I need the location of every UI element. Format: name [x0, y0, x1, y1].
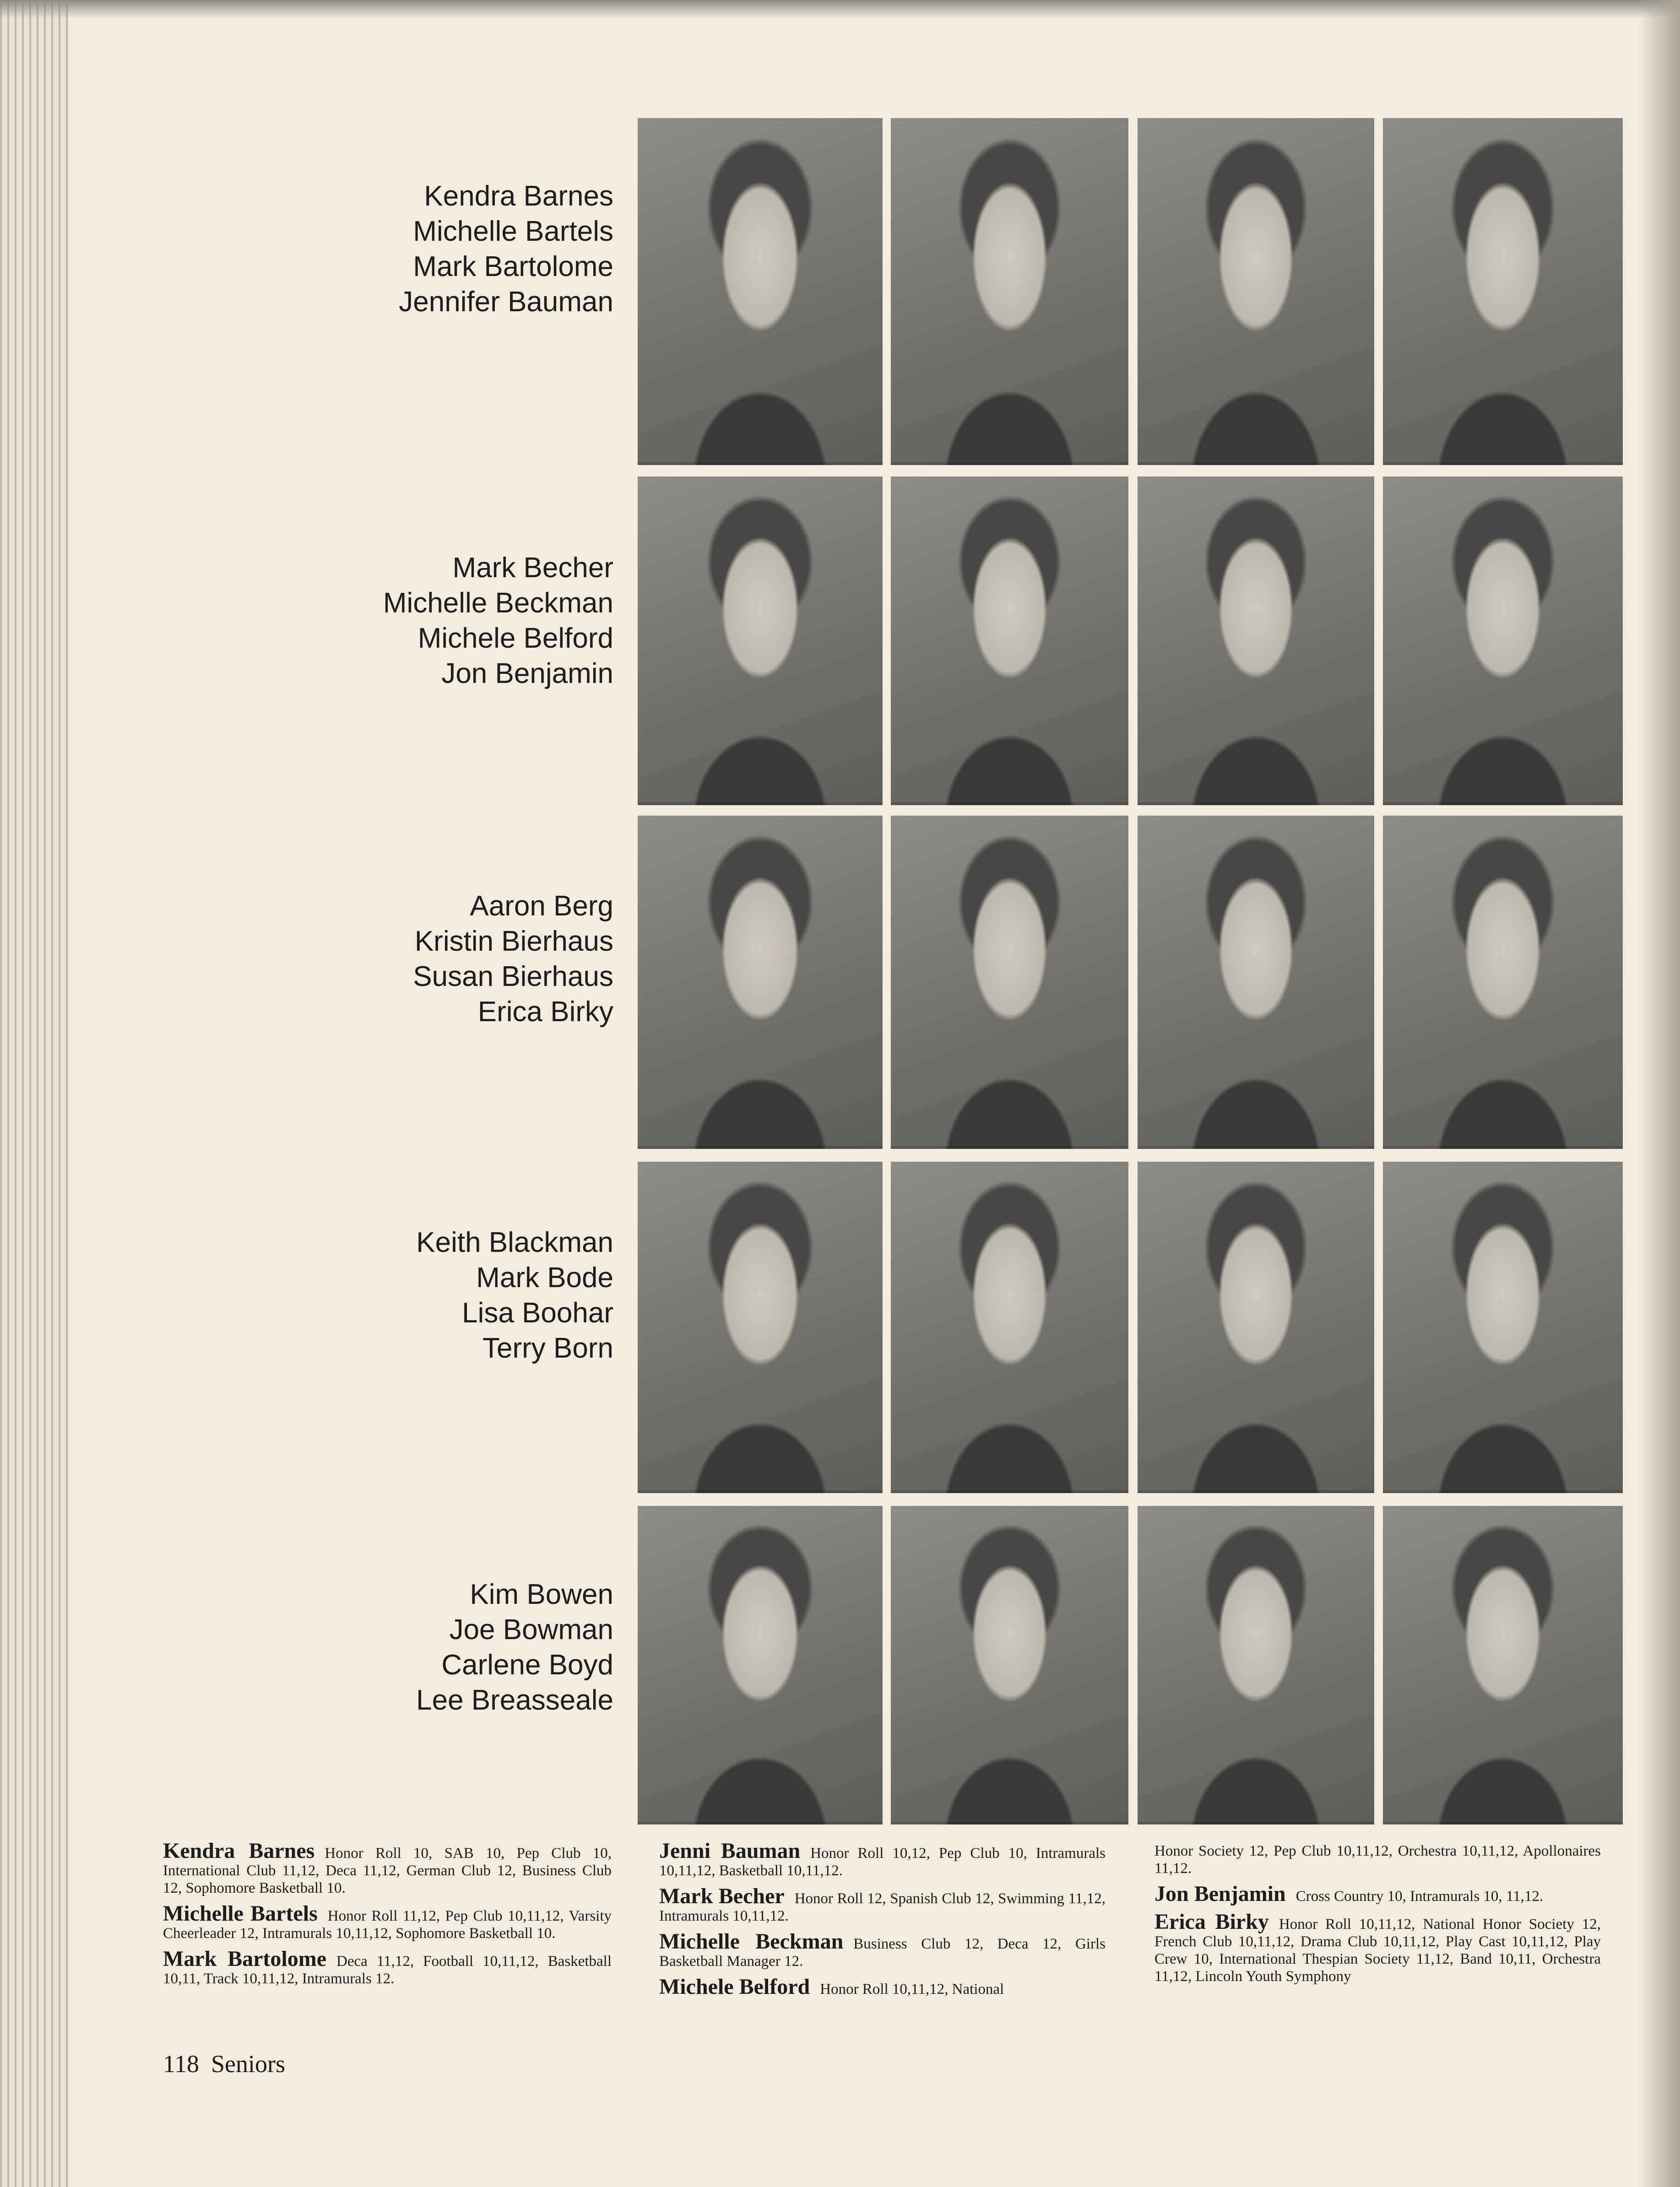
gutter-shadow — [1639, 0, 1680, 2187]
student-name: Kristin Bierhaus — [414, 926, 613, 957]
student-name: Lisa Boohar — [462, 1297, 613, 1329]
bio-name: Michelle Beckman — [659, 1929, 844, 1954]
bio-column-1 — [163, 1839, 612, 1996]
student-name: Keith Blackman — [416, 1227, 613, 1258]
bio-column-2 — [659, 1839, 1106, 2006]
bio-text: Honor Society 12, Pep Club 10,11,12, Orchestra 10,11,12, Apollonaires 11,12. — [1154, 1843, 1601, 1877]
bio-name: Kendra Barnes — [163, 1839, 315, 1863]
portrait-photo — [1138, 118, 1374, 465]
name-list-row-5 — [201, 1577, 613, 1718]
portrait-photo — [891, 118, 1128, 465]
student-name: Kim Bowen — [470, 1579, 613, 1610]
portrait-photo — [1383, 476, 1623, 805]
bio-name: Jenni Bauman — [659, 1839, 801, 1863]
bio-entry — [659, 1929, 1106, 1970]
bio-name: Erica Birky — [1154, 1910, 1269, 1934]
student-name: Mark Becher — [452, 552, 613, 584]
name-list-row-4 — [201, 1225, 613, 1366]
portrait-photo — [638, 118, 883, 465]
bio-text: Honor Roll 10, SAB 10, Pep Club 10, International Club 11,12, Deca 11,12, German Club 12, Business Club 12, Sophomore Basketball 10. — [163, 1845, 612, 1896]
student-name: Erica Birky — [477, 996, 613, 1028]
student-name: Jennifer Bauman — [399, 286, 613, 318]
portrait-photo — [891, 1162, 1128, 1493]
page-number: 118 — [163, 2050, 199, 2078]
student-name: Lee Breasseale — [416, 1684, 613, 1716]
student-name: Mark Bode — [476, 1262, 613, 1294]
bio-text: Deca 11,12, Football 10,11,12, Basketball 10,11, Track 10,11,12, Intramurals 12. — [163, 1953, 612, 1987]
name-list-row-3 — [201, 888, 613, 1029]
top-shadow — [0, 0, 1680, 18]
bio-entry — [659, 1975, 1106, 1999]
bio-entry — [163, 1839, 612, 1897]
student-name: Carlene Boyd — [441, 1649, 613, 1681]
bio-entry — [1154, 1882, 1601, 1906]
student-name: Michele Belford — [417, 623, 613, 654]
portrait-photo — [891, 1506, 1128, 1824]
page-edges — [0, 0, 69, 2187]
bio-name: Jon Benjamin — [1154, 1882, 1286, 1906]
portrait-photo — [1138, 816, 1374, 1149]
bio-name: Mark Bartolome — [163, 1947, 327, 1971]
portrait-photo — [1138, 476, 1374, 805]
bio-entry — [659, 1839, 1106, 1879]
bio-text: Honor Roll 10,11,12, National — [820, 1981, 1004, 1998]
bio-entry — [659, 1884, 1106, 1925]
portrait-photo — [638, 1506, 883, 1824]
bio-entry — [1154, 1842, 1601, 1877]
portrait-photo — [1383, 118, 1623, 465]
student-name: Terry Born — [482, 1332, 613, 1364]
portrait-photo — [638, 1162, 883, 1493]
student-name: Kendra Barnes — [424, 180, 613, 212]
bio-name: Mark Becher — [659, 1884, 785, 1908]
student-name: Susan Bierhaus — [413, 961, 613, 992]
student-name: Joe Bowman — [449, 1614, 613, 1646]
student-name: Aaron Berg — [470, 890, 613, 922]
student-name: Mark Bartolome — [413, 251, 613, 282]
bio-text: Honor Roll 10,12, Pep Club 10, Intramurals 10,11,12, Basketball 10,11,12. — [659, 1845, 1106, 1879]
bio-text: Honor Roll 11,12, Pep Club 10,11,12, Varsity Cheerleader 12, Intramurals 10,11,12, Sophomore Basketball 10. — [163, 1908, 612, 1942]
bio-text: Honor Roll 12, Spanish Club 12, Swimming 11,12, Intramurals 10,11,12. — [659, 1890, 1106, 1924]
student-name: Michelle Beckman — [383, 587, 613, 619]
name-list-row-2 — [201, 550, 613, 691]
student-name: Michelle Bartels — [413, 216, 613, 247]
bio-text: Honor Roll 10,11,12, National Honor Society 12, French Club 10,11,12, Drama Club 10,11,12, Play Cast 10,11,12, Play Crew 10, International Thespian Society 11,12, Band 10,11, Orchestra 11,12, Lincoln Youth Symphony — [1154, 1916, 1601, 1985]
bio-entry — [1154, 1910, 1601, 1985]
portrait-photo — [1138, 1162, 1374, 1493]
student-name: Jon Benjamin — [441, 658, 613, 689]
bio-entry — [163, 1901, 612, 1942]
portrait-photo — [1383, 1162, 1623, 1493]
portrait-photo — [891, 476, 1128, 805]
portrait-photo — [1383, 1506, 1623, 1824]
portrait-photo — [1138, 1506, 1374, 1824]
portrait-photo — [891, 816, 1128, 1149]
section-label: Seniors — [211, 2050, 285, 2078]
name-list-row-1 — [201, 179, 613, 319]
bio-text: Cross Country 10, Intramurals 10, 11,12. — [1295, 1888, 1544, 1905]
bio-column-3 — [1154, 1842, 1601, 1993]
bio-entry — [163, 1947, 612, 1987]
bio-name: Michelle Bartels — [163, 1901, 318, 1926]
page-folio — [163, 2050, 297, 2078]
bio-text: Business Club 12, Deca 12, Girls Basketball Manager 12. — [659, 1936, 1106, 1970]
portrait-photo — [638, 476, 883, 805]
portrait-photo — [638, 816, 883, 1149]
portrait-photo — [1383, 816, 1623, 1149]
bio-name: Michele Belford — [659, 1975, 810, 1999]
